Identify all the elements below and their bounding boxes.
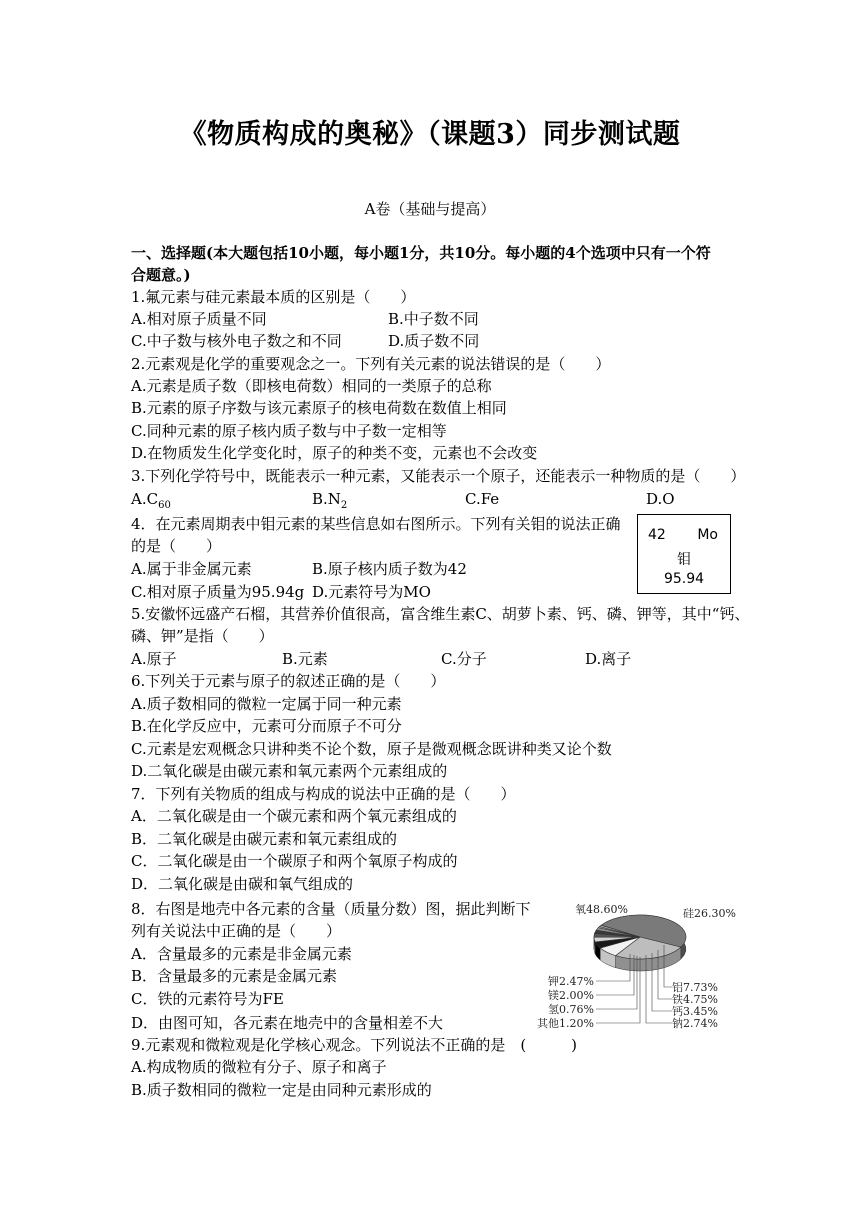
pie-label-氧: 氧48.60% — [575, 903, 628, 916]
q7-option-c: C．二氧化碳是由一个碳原子和两个氧原子构成的 — [131, 852, 458, 870]
pie-label-钾: 钾2.47% — [548, 975, 594, 988]
pie-label-铁: 铁4.75% — [672, 993, 718, 1006]
q4-stem: 4．在元素周期表中钼元素的某些信息如右图所示。下列有关钼的说法正确 — [131, 515, 621, 533]
pie-label-硅: 硅26.30% — [683, 907, 736, 920]
q1-option-a: A.相对原子质量不同 — [131, 310, 267, 328]
section-heading-cont: 合题意。) — [131, 266, 191, 284]
element-atomic-mass: 95.94 — [663, 571, 705, 587]
q8-option-c: C．铁的元素符号为FE — [131, 990, 284, 1008]
q5-stem-cont: 磷、钾”是指（ ） — [131, 627, 274, 645]
q2-option-b: B.元素的原子序数与该元素原子的核电荷数在数值上相同 — [131, 399, 507, 417]
q3-option-d: D.O — [646, 490, 675, 508]
q9-option-b: B.质子数相同的微粒一定是由同种元素形成的 — [131, 1081, 432, 1099]
q9-stem: 9.元素观和微粒观是化学核心观念。下列说法不正确的是 ( ) — [131, 1036, 578, 1054]
q4-option-c: C.相对原子质量为95.94g — [131, 583, 305, 601]
pie-label-钠: 钠2.74% — [672, 1017, 718, 1030]
q2-option-a: A.元素是质子数（即核电荷数）相同的一类原子的总称 — [131, 377, 492, 395]
q8-option-d: D．由图可知，各元素在地壳中的含量相差不大 — [131, 1014, 444, 1032]
q3-option-b: $B.N_2$ — [312, 490, 348, 511]
q7-stem: 7．下列有关物质的组成与构成的说法中正确的是（ ） — [131, 785, 516, 803]
q4-option-d: D.元素符号为MO — [312, 583, 431, 601]
q2-option-d: D.在物质发生化学变化时，原子的种类不变，元素也不会改变 — [131, 444, 538, 462]
q2-stem: 2.元素观是化学的重要观念之一。下列有关元素的说法错误的是（ ） — [131, 355, 611, 373]
q8-stem-cont: 列有关说法中正确的是（ ） — [131, 922, 342, 940]
q5-stem: 5.安徽怀远盛产石榴，其营养价值很高，富含维生素C、胡萝卜素、钙、磷、钾等，其中“钙、 — [131, 605, 750, 623]
q1-option-d: D.质子数不同 — [388, 332, 480, 350]
pie-label-钙: 钙3.45% — [672, 1005, 718, 1018]
element-atomic-number: 42 — [648, 527, 666, 543]
q1-option-c: C.中子数与核外电子数之和不同 — [131, 332, 342, 350]
q8-option-b: B．含量最多的元素是金属元素 — [131, 967, 338, 985]
pie-label-镁: 镁2.00% — [548, 989, 594, 1002]
q3-option-a: $A.C_{60}$ — [131, 490, 171, 511]
q1-option-b: B.中子数不同 — [388, 310, 479, 328]
page-title: 《物质构成的奥秘》（课题3）同步测试题 — [179, 119, 681, 150]
q1-stem: 1.氟元素与硅元素最本质的区别是（ ） — [131, 288, 416, 306]
q6-option-b: B.在化学反应中，元素可分而原子不可分 — [131, 717, 402, 735]
q9-option-a: A.构成物质的微粒有分子、原子和离子 — [131, 1058, 387, 1076]
q5-option-d: D.离子 — [585, 650, 632, 668]
q2-option-c: C.同种元素的原子核内质子数与中子数一定相等 — [131, 422, 447, 440]
section-heading: 一、选择题(本大题包括10小题，每小题1分，共10分。每小题的4个选项中只有一个符 — [131, 244, 711, 262]
q8-option-a: A．含量最多的元素是非金属元素 — [131, 945, 352, 963]
q6-option-c: C.元素是宏观概念只讲种类不论个数，原子是微观概念既讲种类又论个数 — [131, 740, 612, 758]
q6-option-d: D.二氧化碳是由碳元素和氧元素两个元素组成的 — [131, 762, 448, 780]
q5-option-b: B.元素 — [282, 650, 328, 668]
pie-label-氢: 氢0.76% — [548, 1003, 594, 1016]
q7-option-d: D．二氧化碳是由碳和氧气组成的 — [131, 875, 354, 893]
q3-option-c: C.Fe — [465, 490, 500, 508]
q6-option-a: A.质子数相同的微粒一定属于同一种元素 — [131, 695, 402, 713]
q6-stem: 6.下列关于元素与原子的叙述正确的是（ ） — [131, 672, 446, 690]
q5-option-c: C.分子 — [441, 650, 487, 668]
crust-element-pie-chart — [530, 895, 750, 1040]
pie-label-铝: 铝7.73% — [672, 981, 718, 994]
q8-stem: 8．右图是地壳中各元素的含量（质量分数）图，据此判断下 — [131, 900, 531, 918]
element-symbol: Mo — [697, 527, 718, 543]
q4-option-a: A.属于非金属元素 — [131, 560, 252, 578]
q4-stem-cont: 的是（ ） — [131, 537, 222, 555]
q7-option-b: B．二氧化碳是由碳元素和氧元素组成的 — [131, 830, 398, 848]
element-card-molybdenum — [637, 514, 731, 594]
element-name: 钼 — [677, 552, 691, 568]
q5-option-a: A.原子 — [131, 650, 177, 668]
q4-option-b: B.原子核内质子数为42 — [312, 560, 467, 578]
paper-subtitle: A卷（基础与提高） — [364, 200, 496, 218]
q7-option-a: A．二氧化碳是由一个碳元素和两个氧元素组成的 — [131, 807, 457, 825]
pie-label-其他: 其他1.20% — [537, 1017, 594, 1030]
q3-stem: 3.下列化学符号中，既能表示一种元素，又能表示一个原子，还能表示一种物质的是（ ） — [131, 467, 746, 485]
